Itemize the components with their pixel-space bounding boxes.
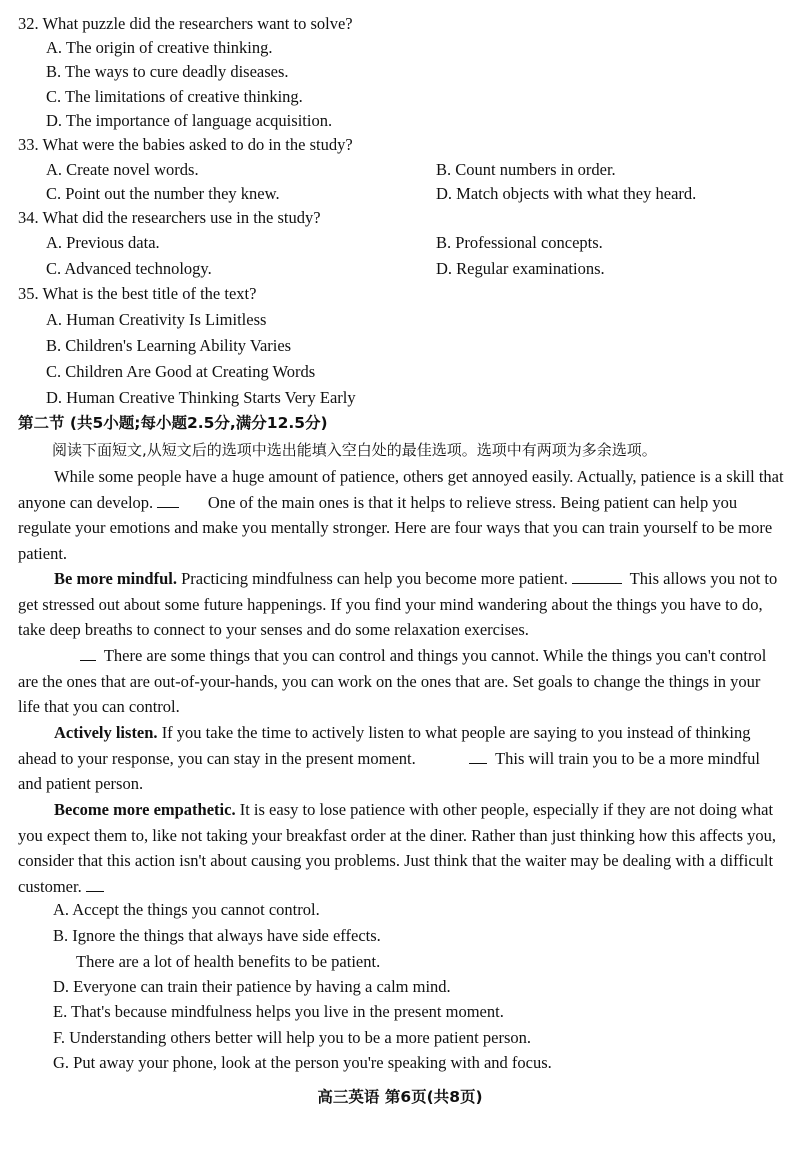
q35-option-d: D. Human Creative Thinking Starts Very Early [46, 388, 356, 407]
question-35-stem: 35. What is the best title of the text? [18, 284, 257, 303]
blank-36 [157, 493, 179, 508]
choice-d: D. Everyone can train their patience by having a calm mind. [53, 977, 451, 996]
question-33-stem: 33. What were the babies asked to do in the study? [18, 135, 353, 154]
section-title: 第二节 (共5小题;每小题2.5分,满分12.5分) [18, 414, 328, 432]
passage-paragraph-3 [18, 643, 784, 720]
blank-38 [80, 646, 96, 661]
p4-text-a: If you take the time to actively listen to what people are saying to you instead of thinking ahead to your response, you can stay in the present moment. [18, 723, 751, 768]
passage-paragraph-4 [18, 720, 784, 797]
blank-40 [86, 877, 104, 892]
q33-option-c: C. Point out the number they knew. [46, 184, 280, 203]
heading-be-mindful: Be more mindful. [54, 569, 177, 588]
q33-option-d: D. Match objects with what they heard. [436, 184, 697, 203]
q32-option-c: C. The limitations of creative thinking. [46, 87, 303, 106]
section-instruction: 阅读下面短文,从短文后的选项中选出能填入空白处的最佳选项。选项中有两项为多余选项。 [52, 441, 657, 459]
choice-c: There are a lot of health benefits to be patient. [76, 952, 381, 971]
p5-text: It is easy to lose patience with other people, especially if they are not doing what you expect them to, like not taking your breakfast order at the diner. Rather than just thinking how this affects you, consider that this action isn't about causing you problems. Just think that the waiter may be dealing with a difficult customer. [18, 800, 777, 896]
q32-option-a: A. The origin of creative thinking. [46, 38, 273, 57]
q33-option-a: A. Create novel words. [46, 160, 199, 179]
q32-option-b: B. The ways to cure deadly diseases. [46, 62, 289, 81]
p1-text-b: One of the main ones is that it helps to relieve stress. Being patient can help you regulate your emotions and make you mentally stronger. Here are four ways that you can train yourself to be more patient. [18, 492, 773, 563]
blank-37 [572, 569, 622, 584]
choice-f: F. Understanding others better will help you to be a more patient person. [53, 1028, 531, 1047]
q34-option-a: A. Previous data. [46, 233, 160, 252]
choice-g: G. Put away your phone, look at the person you're speaking with and focus. [53, 1053, 552, 1072]
passage-paragraph-5 [18, 797, 784, 899]
passage-paragraph-1 [18, 464, 784, 566]
p1-text-a: While some people have a huge amount of patience, others get annoyed easily. Actually, patience is a skill that anyone can develop. [18, 467, 784, 512]
passage-paragraph-2 [18, 566, 784, 643]
q34-option-d: D. Regular examinations. [436, 259, 605, 278]
p3-text: There are some things that you can control and things you cannot. While the things you can't control are the ones that are out-of-your-hands, you can work on the ones that are. Set goals to change the things in your life that you can control. [18, 646, 767, 716]
page-footer: 高三英语 第6页(共8页) [317, 1088, 483, 1106]
q35-option-a: A. Human Creativity Is Limitless [46, 310, 267, 329]
blank-39 [469, 749, 487, 764]
question-34-stem: 34. What did the researchers use in the study? [18, 208, 321, 227]
heading-empathetic: Become more empathetic. [54, 800, 236, 819]
p2-text-b: This allows you not to get stressed out about some future happenings. If you find your mind wandering about the things you have to do, take deep breaths to connect to your senses and do some relaxation exercises. [18, 569, 778, 639]
q34-option-b: B. Professional concepts. [436, 233, 603, 252]
heading-actively-listen: Actively listen. [54, 723, 158, 742]
q33-option-b: B. Count numbers in order. [436, 160, 616, 179]
p2-text-a: Practicing mindfulness can help you become more patient. [181, 569, 568, 588]
choice-a: A. Accept the things you cannot control. [53, 900, 320, 919]
question-32-stem: 32. What puzzle did the researchers want to solve? [18, 14, 353, 33]
choice-b: B. Ignore the things that always have side effects. [53, 926, 381, 945]
q34-option-c: C. Advanced technology. [46, 259, 212, 278]
choice-e: E. That's because mindfulness helps you live in the present moment. [53, 1002, 504, 1021]
q32-option-d: D. The importance of language acquisition. [46, 111, 333, 130]
q35-option-b: B. Children's Learning Ability Varies [46, 336, 292, 355]
p4-text-b: This will train you to be a more mindful and patient person. [18, 748, 760, 793]
q35-option-c: C. Children Are Good at Creating Words [46, 362, 316, 381]
